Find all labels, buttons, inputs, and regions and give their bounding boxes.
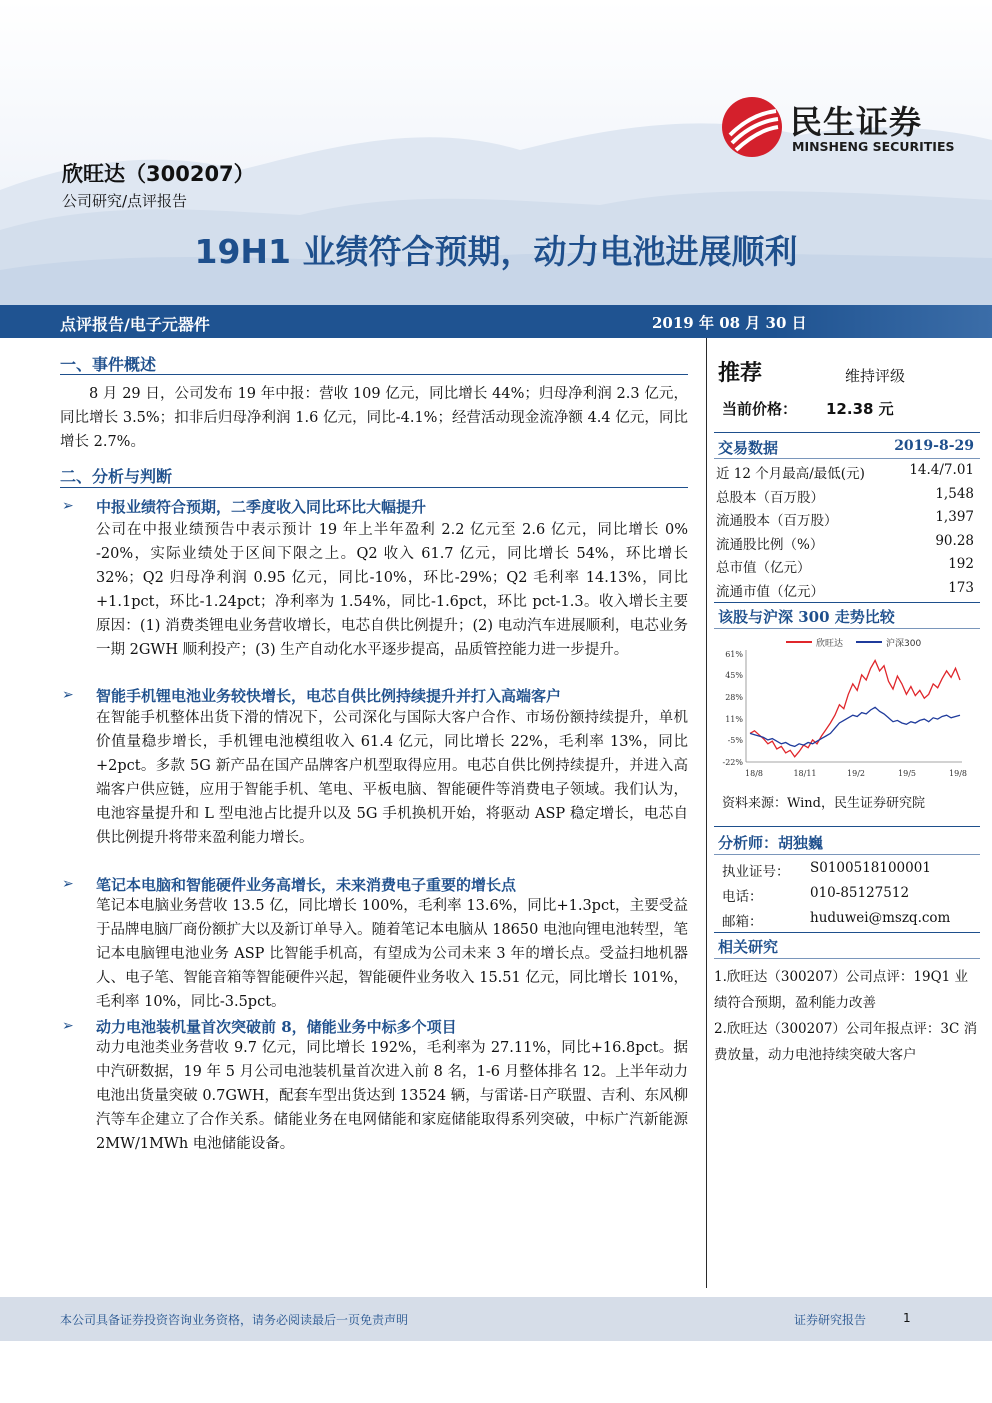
x-tick-label: 18/8 <box>745 769 763 778</box>
section-event-text: 8 月 29 日，公司发布 19 年中报：营收 109 亿元，同比增长 44%；归母净利润 2.3 亿元，同比增长 3.5%；扣非后归母净利润 1.6 亿元，同比-4.1%；经营活动现金流净额 4.4 亿元，同比增长 2.7%。 <box>60 386 688 450</box>
series-line <box>750 661 960 757</box>
trade-key: 总股本（百万股） <box>716 490 824 506</box>
y-tick-label: 61% <box>725 650 743 659</box>
footer-disclaimer: 本公司具备证券投资咨询业务资格，请务必阅读最后一页免责声明 <box>60 1313 409 1327</box>
report-category: 点评报告/电子元器件 <box>60 315 210 334</box>
x-tick-label: 19/2 <box>847 769 865 778</box>
analyst-license: S0100518100001 <box>810 860 931 876</box>
point-2-text: 在智能手机整体出货下滑的情况下，公司深化与国际大客户合作、市场份额持续提升，单机价值量稳步增长，手机锂电池模组收入 61.4 亿元，同比增长 22%，毛利率 13%，同比+2pct。多款 5G 新产品在国产品牌客户机型取得应用。电芯自供比例持续提升，并进入高端客户供应链，应用于智能手机、笔电、平板电脑、智能硬件等消费电子领域。我们认为，电池容量提升和 L 型电池占比提升以及 5G 手机换机开始，将驱动 ASP 稳定增长，电芯自供比例提升将带来盈利能力增长。 <box>96 710 688 846</box>
trade-key: 总市值（亿元） <box>716 560 811 576</box>
section-rule <box>60 487 688 488</box>
trade-value: 1,397 <box>935 509 974 525</box>
sidebar-rule <box>714 958 980 959</box>
brand-name-cn: 民生证券 <box>790 103 923 141</box>
x-tick-label: 19/8 <box>949 769 967 778</box>
sidebar-rule <box>714 458 980 459</box>
bullet-arrow-icon: ➢ <box>62 687 74 703</box>
sidebar-rule <box>714 826 980 827</box>
related-item[interactable]: 2.欣旺达（300207）公司年报点评：3C 消费放量，动力电池持续突破大客户 <box>714 1021 978 1063</box>
stock-vs-index-chart <box>716 632 978 792</box>
report-date: 2019 年 08 月 30 日 <box>652 314 807 332</box>
point-4-text: 动力电池类业务营收 9.7 亿元，同比增长 192%，毛利率为 27.11%，同比+16.8pct。据中汽研数据，19 年 5 月公司电池装机量首次进入前 8 名，1-6 月整体排名 12。上半年动力电池出货量突破 0.7GWH，配套车型出货达到 13524 辆，与雷诺-日产联盟、吉利、东风柳汽等车企建立了合作关系。储能业务在电网储能和家庭储能取得系列突破，中标广汽新能源 2MW/1MWh 电池储能设备。 <box>96 1040 688 1152</box>
sidebar-rule <box>714 854 980 855</box>
section-analysis-title: 二、分析与判断 <box>60 467 173 486</box>
analyst-email[interactable]: huduwei@mszq.com <box>810 910 951 926</box>
y-tick-label: 28% <box>725 692 743 702</box>
point-1-title: 中报业绩符合预期，二季度收入同比环比大幅提升 <box>96 498 427 516</box>
trade-key: 流通市值（亿元） <box>716 584 824 600</box>
related-title: 相关研究 <box>718 938 779 956</box>
footer-label: 证券研究报告 <box>794 1313 867 1327</box>
trade-value: 1,548 <box>935 486 974 502</box>
brand-name-en: MINSHENG SECURITIES <box>792 139 955 154</box>
point-3-title: 笔记本电脑和智能硬件业务高增长，未来消费电子重要的增长点 <box>96 876 517 894</box>
series-line <box>750 707 960 746</box>
analyst-key: 执业证号： <box>722 864 790 880</box>
legend-label: 沪深300 <box>886 639 922 649</box>
y-tick-label: 45% <box>725 670 743 680</box>
analyst-title: 分析师：胡独巍 <box>718 834 824 852</box>
trade-data-date: 2019-8-29 <box>894 438 974 454</box>
brand-logo <box>720 95 960 165</box>
point-1-text: 公司在中报业绩预告中表示预计 19 年上半年盈利 2.2 亿元至 2.6 亿元，同比增长 0% -20%，实际业绩处于区间下限之上。Q2 收入 61.7 亿元，同比增长 54%，环比增长 32%；Q2 归母净利润 0.95 亿元，同比-10%，环比-29%；Q2 毛利率 14.13%，同比+1.1pct，环比-1.24pct；净利率为 1.54%，同比-1.6pct，环比 pct-1.3。收入增长主要原因：(1) 消费类锂电业务营收增长，电芯自供比例提升；(2) 电动汽车进展顺利，电芯业务一期 2GWH 顺利投产；(3) 生产自动化水平逐步提高，品质管控能力进一步提升。 <box>96 522 688 658</box>
report-headline: 19H1 业绩符合预期，动力电池进展顺利 <box>194 232 798 271</box>
trade-key: 流通股比例（%） <box>716 537 824 553</box>
bullet-arrow-icon: ➢ <box>62 1018 74 1034</box>
analyst-key: 电话： <box>722 889 763 905</box>
chart-source: 资料来源：Wind，民生证券研究院 <box>722 796 925 811</box>
trade-key: 近 12 个月最高/最低(元) <box>716 466 865 482</box>
point-4-title: 动力电池装机量首次突破前 8，储能业务中标多个项目 <box>96 1018 457 1036</box>
chart-title: 该股与沪深 300 走势比较 <box>718 608 895 626</box>
point-2-title: 智能手机锂电池业务较快增长，电芯自供比例持续提升并打入高端客户 <box>96 687 562 705</box>
sidebar-rule <box>714 932 980 933</box>
price-label: 当前价格： <box>722 400 798 418</box>
sidebar-rule <box>714 602 980 603</box>
point-3-text: 笔记本电脑业务营收 13.5 亿，同比增长 100%，毛利率 13.6%，同比+1.3pct，主要受益于品牌电脑厂商份额扩大以及新订单导入。随着笔记本电脑从 18650 电池向锂电池转型，笔记本电脑锂电池业务 ASP 比智能手机高，有望成为公司未来 3 年的增长点。受益扫地机器人、电子笔、智能音箱等智能硬件兴起，智能硬件业务收入 15.51 亿元，同比增长 101%，毛利率 10%，同比-3.5pct。 <box>96 898 688 1010</box>
trade-value: 192 <box>948 556 974 572</box>
category-band <box>0 305 992 338</box>
sidebar-rule <box>714 628 980 629</box>
trade-data-title: 交易数据 <box>718 439 779 457</box>
analyst-phone: 010-85127512 <box>810 885 910 901</box>
minsheng-logo-icon <box>720 95 784 159</box>
trade-value: 173 <box>948 580 974 596</box>
section-rule <box>60 374 688 375</box>
column-divider <box>706 338 707 1288</box>
rating-label: 推荐 <box>718 361 763 386</box>
y-tick-label: -5% <box>727 735 743 745</box>
x-tick-label: 19/5 <box>898 769 916 778</box>
chart-svg <box>716 632 978 792</box>
section-event-title: 一、事件概述 <box>60 355 157 374</box>
price-value: 12.38 元 <box>826 400 894 418</box>
trade-key: 流通股本（百万股） <box>716 513 838 529</box>
trade-value: 14.4/7.01 <box>909 462 974 478</box>
trade-value: 90.28 <box>935 533 974 549</box>
y-tick-label: 11% <box>725 715 743 725</box>
bullet-arrow-icon: ➢ <box>62 498 74 514</box>
y-tick-label: -22% <box>722 758 743 767</box>
report-type: 公司研究/点评报告 <box>62 192 188 210</box>
related-item[interactable]: 1.欣旺达（300207）公司点评：19Q1 业绩符合预期，盈利能力改善 <box>714 969 969 1011</box>
rating-note: 维持评级 <box>845 367 906 385</box>
x-tick-label: 18/11 <box>793 769 817 778</box>
page-footer <box>0 1297 992 1341</box>
sidebar-rule <box>714 432 980 433</box>
analyst-key: 邮箱： <box>722 914 763 930</box>
page-number: 1 <box>903 1311 911 1325</box>
bullet-arrow-icon: ➢ <box>62 876 74 892</box>
company-title: 欣旺达（300207） <box>62 162 255 186</box>
legend-label: 欣旺达 <box>816 639 844 649</box>
